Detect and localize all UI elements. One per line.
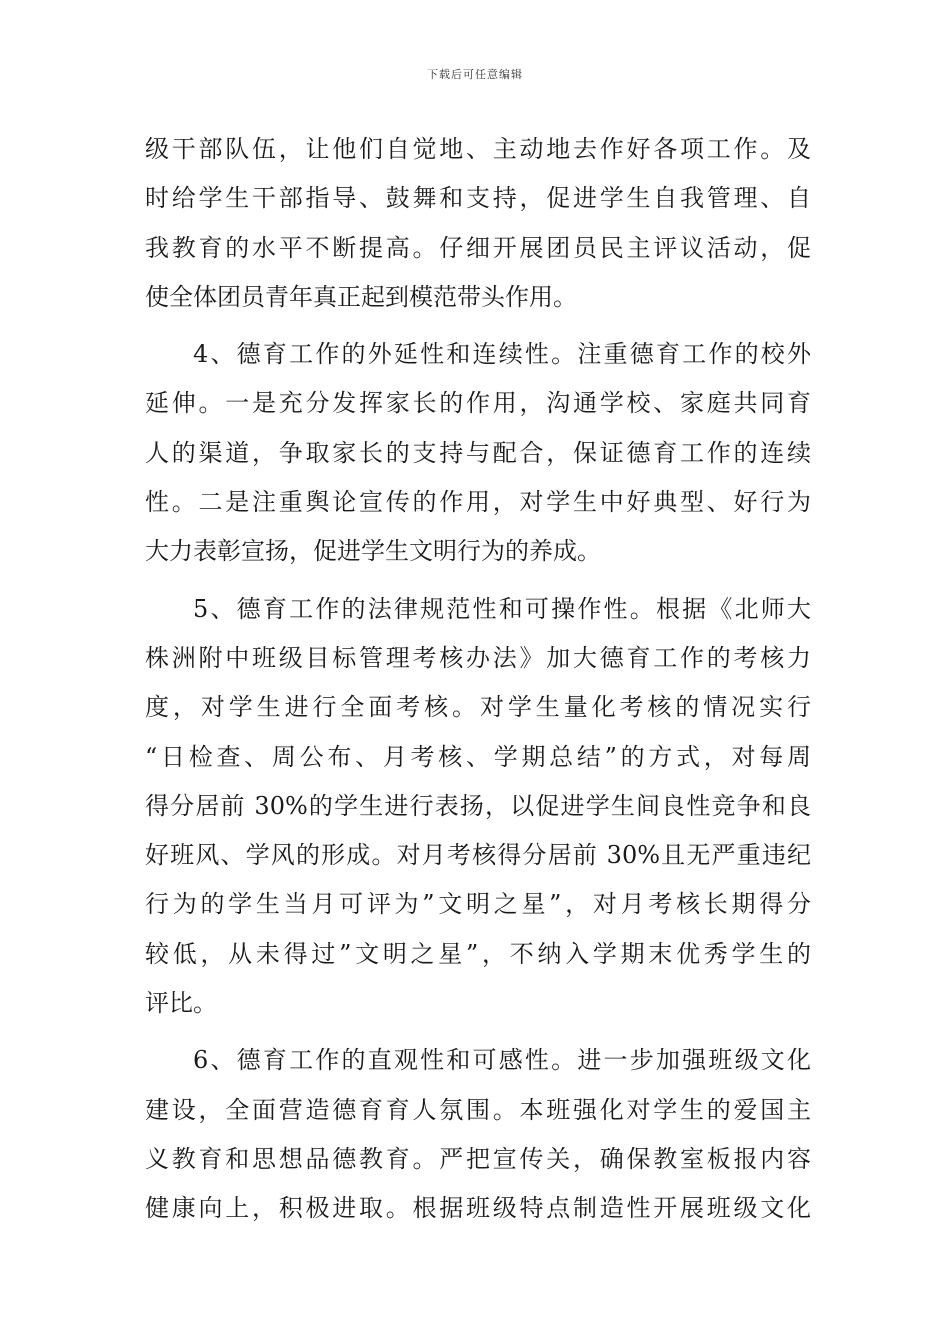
text-line: 义教育和思想品德教育。严把宣传关，确保教室板报内容 — [145, 1144, 811, 1173]
text-line: “日检查、周公布、月考核、学期总结”的方式，对每周 — [145, 742, 811, 771]
text-line: 6、德育工作的直观性和可感性。进一步加强班级文化 — [193, 1046, 811, 1075]
text-line: 使全体团员青年真正起到模范带头作用。 — [145, 282, 577, 311]
text-line: 性。二是注重舆论宣传的作用，对学生中好典型、好行为 — [145, 488, 811, 517]
page-header: 下载后可任意编辑 — [427, 68, 523, 81]
text-line: 5、德育工作的法律规范性和可操作性。根据《北师大 — [193, 594, 811, 623]
document-body — [145, 133, 811, 1242]
text-line: 好班风、学风的形成。对月考核得分居前 30%且无严重违纪 — [145, 841, 811, 870]
text-line: 建设，全面营造德育育人氛围。本班强化对学生的爱国主 — [145, 1095, 811, 1124]
text-line: 评比。 — [145, 989, 217, 1018]
text-line: 行为的学生当月可评为”文明之星”，对月考核长期得分 — [145, 890, 811, 919]
paragraph-2 — [145, 338, 811, 584]
text-line: 4、德育工作的外延性和连续性。注重德育工作的校外 — [193, 340, 811, 369]
paragraph-3 — [145, 593, 811, 1037]
text-line: 延伸。一是充分发挥家长的作用，沟通学校、家庭共同育 — [145, 389, 811, 418]
text-line: 大力表彰宣扬，促进学生文明行为的养成。 — [145, 537, 601, 566]
text-line: 得分居前 30%的学生进行表扬，以促进学生间良性竞争和良 — [145, 791, 811, 820]
text-line: 级干部队伍，让他们自觉地、主动地去作好各项工作。及 — [145, 135, 811, 163]
paragraph-1 — [145, 133, 811, 330]
text-line: 我教育的水平不断提高。仔细开展团员民主评议活动，促 — [145, 233, 811, 262]
text-line: 时给学生干部指导、鼓舞和支持，促进学生自我管理、自 — [145, 184, 811, 213]
paragraph-4 — [145, 1044, 811, 1241]
text-line: 人的渠道，争取家长的支持与配合，保证德育工作的连续 — [145, 438, 811, 467]
text-line: 株洲附中班级目标管理考核办法》加大德育工作的考核力 — [145, 643, 811, 672]
text-line: 健康向上，积极进取。根据班级特点制造性开展班级文化 — [145, 1194, 811, 1223]
text-line: 度，对学生进行全面考核。对学生量化考核的情况实行 — [145, 693, 811, 722]
text-line: 较低，从未得过”文明之星”，不纳入学期末优秀学生的 — [145, 939, 811, 968]
